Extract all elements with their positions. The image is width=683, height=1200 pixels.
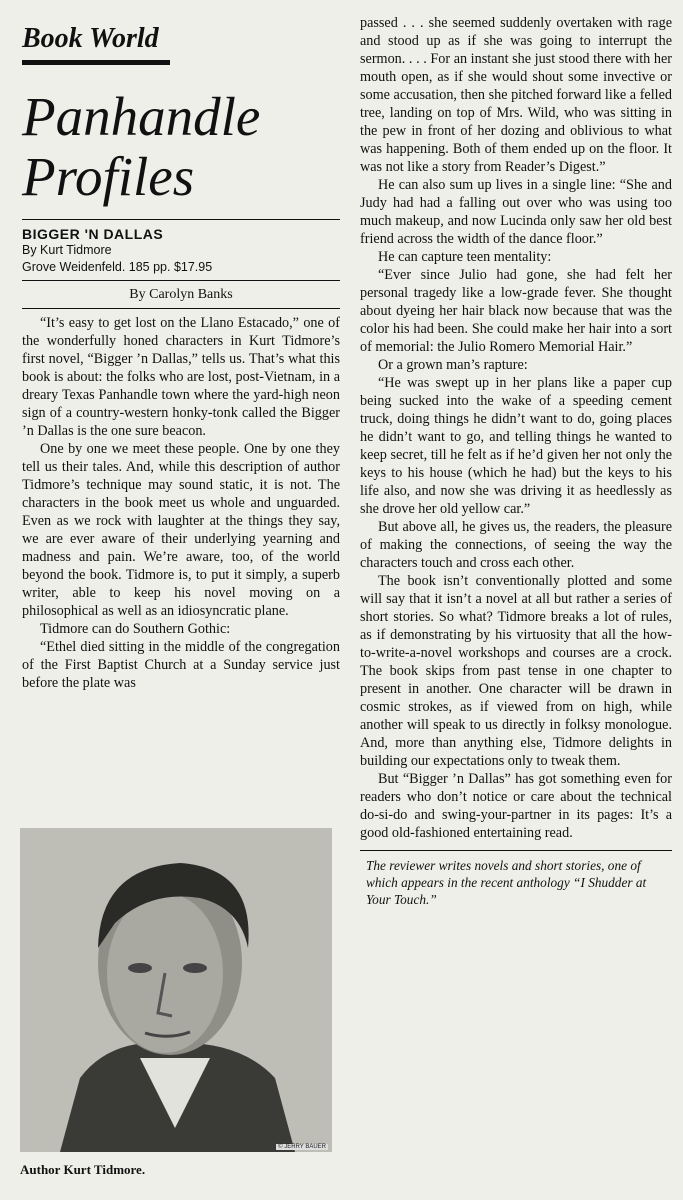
article-paragraph: He can capture teen mentality: bbox=[378, 249, 552, 265]
divider bbox=[360, 850, 672, 851]
divider bbox=[22, 280, 340, 281]
article-paragraph: He can also sum up lives in a single line: “She and Judy had had a falling out over who was using too much makeup, and now Lucinda only saw her old best friend across the width of the dance floor.” bbox=[360, 177, 672, 247]
book-author: By Kurt Tidmore bbox=[22, 243, 112, 257]
article-paragraph: The book isn’t conventionally plotted and some will say that it isn’t a novel at all but rather a series of short stories. So what? Tidmore breaks a lot of rules, as if demonstrating by his virtuosity that all the how-to-write-a-novel workshops and courses are a crock. The book skips from past tense in one chapter to present in another. One character will be drawn in cosmic strokes, as if viewed from on high, while another will speak to us directly in folksy monologue. And, more than anything else, Tidmore delights in building our expectations only to tweak them. bbox=[360, 573, 672, 769]
divider bbox=[22, 308, 340, 309]
reviewer-note: The reviewer writes novels and short stories, one of which appears in the recent anthology “I Shudder at Your Touch.” bbox=[366, 858, 647, 907]
headline bbox=[22, 87, 340, 220]
article-paragraph: “It’s easy to get lost on the Llano Estacado,” one of the wonderfully honed characters in Kurt Tidmore’s first novel, “Bigger ’n Dallas,” tells us. That’s what this book is about: the folks who are lost, post-Vietnam, in a dreary Texas Panhandle town where the yard-high neon sign of a country-western honky-tonk called the Bigger ’n Dallas is the one sure beacon. bbox=[22, 315, 340, 439]
headline-line-2: Profiles bbox=[22, 146, 195, 207]
article-paragraph: passed . . . she seemed suddenly overtaken with rage and stood up as if she was going to interrupt the sermon. . . . For an instant she just stood there with her mouth open, as if she would shout some invective or some accusation, then she pitched forward like a felled tree, landing on top of Mrs. Wild, who was sitting in the pew in front of her dozing and oblivious to what was happening. Both of them ended up on the floor. It was not like a story from Reader’s Digest.” bbox=[360, 15, 672, 175]
left-column bbox=[22, 0, 340, 692]
book-details: Grove Weidenfeld. 185 pp. $17.95 bbox=[22, 260, 213, 274]
author-portrait-image bbox=[20, 828, 332, 1152]
right-column bbox=[360, 14, 672, 908]
book-title: BIGGER 'N DALLAS bbox=[22, 226, 164, 242]
headline-line-1: Panhandle bbox=[22, 86, 261, 147]
article-paragraph: Tidmore can do Southern Gothic: bbox=[40, 621, 231, 637]
article-paragraph: But above all, he gives us, the readers, the pleasure of making the connections, of seeing the way the characters touch and cross each other. bbox=[360, 519, 672, 571]
article-paragraph: One by one we meet these people. One by one they tell us their tales. And, while this description of author Tidmore’s technique may sound static, it is not. The characters in the book meet us whole and unguarded. Even as we rock with laughter at the things they say, we are ever aware of their underlying yearning and madness and pain. We’re aware, too, of the world beyond the book. Tidmore is, to put it simply, a superb writer, able to keep his novel moving on a philosophical as well as an idiosyncratic plane. bbox=[22, 441, 340, 619]
byline: By Carolyn Banks bbox=[129, 287, 233, 302]
article-paragraph: “Ever since Julio had gone, she had felt her personal tragedy like a low-grade fever. She thought about dyeing her hair black now because that was the color his had been. She could make her hair into a sort of memorial: the Julio Romero Memorial Hair.” bbox=[360, 267, 672, 355]
photo-credit: © JERRY BAUER bbox=[278, 1144, 326, 1150]
author-photo bbox=[20, 828, 332, 1152]
photo-caption: Author Kurt Tidmore. bbox=[20, 1162, 146, 1177]
article-paragraph: “He was swept up in her plans like a paper cup being sucked into the wake of a speeding cement truck, doing things he didn’t want to do, going places he didn’t want to go, and telling things he wanted to keep secret, till he felt as if he’d given her not only the keys to his house (which he had) but the keys to his life also, and now she was driving it as heedlessly as she drove her old yellow car.” bbox=[360, 375, 672, 517]
article-paragraph: But “Bigger ’n Dallas” has got something even for readers who don’t notice or care about the technical do-si-do and swing-your-partner in its pages: It’s a good old-fashioned entertaining read. bbox=[360, 771, 672, 841]
section-label: Book World bbox=[22, 22, 170, 65]
article-paragraph: Or a grown man’s rapture: bbox=[378, 357, 528, 373]
article-paragraph: “Ethel died sitting in the middle of the congregation of the First Baptist Church at a Sunday service just before the plate was bbox=[22, 639, 340, 691]
